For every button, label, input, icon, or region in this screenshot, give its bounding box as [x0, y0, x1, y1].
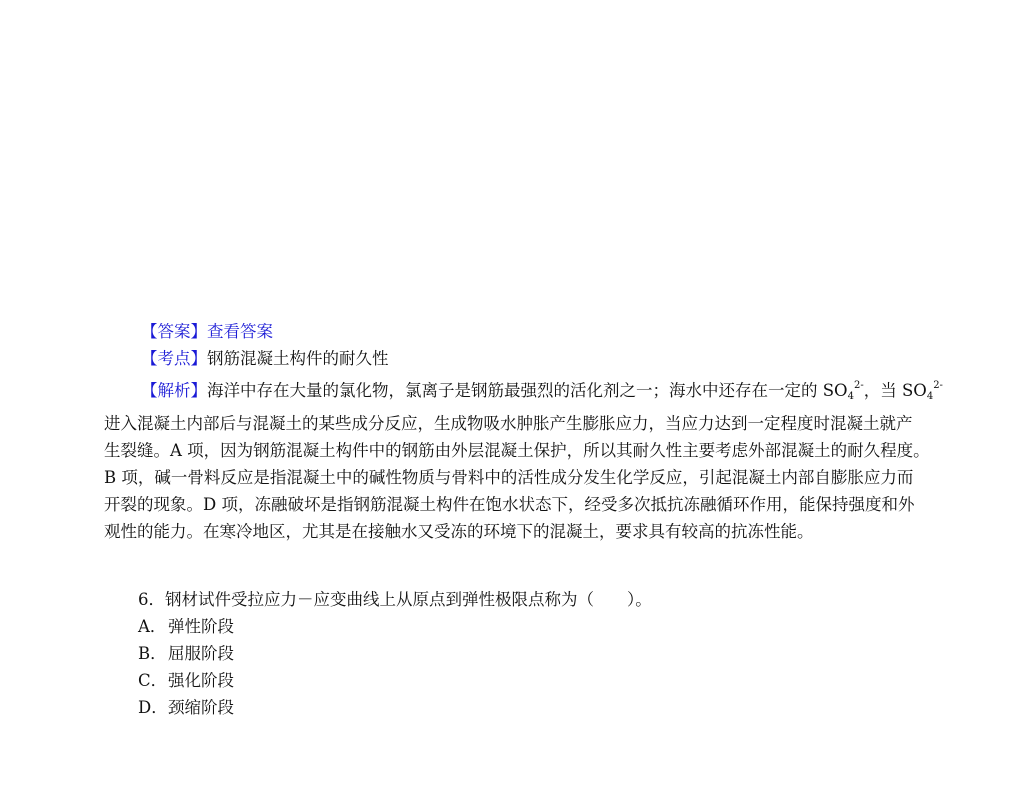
option-text: 屈服阶段 — [168, 644, 234, 663]
analysis-line-4: B 项，碱一骨料反应是指混凝土中的碱性物质与骨料中的活性成分发生化学反应，引起混凝土内部自膨胀应力而 — [104, 468, 914, 487]
question-stem: 6．钢材试件受拉应力－应变曲线上从原点到弹性极限点称为（ ）。 — [138, 590, 652, 609]
answer-tag: 【答案】 — [141, 322, 207, 341]
analysis-line-1 — [104, 372, 980, 410]
option-letter: C． — [138, 671, 168, 690]
option-c[interactable] — [138, 667, 652, 694]
analysis-tag: 【解析】 — [141, 381, 207, 400]
analysis-paragraph — [104, 372, 980, 545]
analysis-text-1b: ，当 — [863, 381, 897, 400]
option-b[interactable] — [138, 640, 652, 667]
analysis-line-3: 生裂缝。A 项，因为钢筋混凝土构件中的钢筋由外层混凝土保护，所以其耐久性主要考虑外部混凝土的耐久程度。 — [104, 441, 930, 460]
option-text: 弹性阶段 — [168, 617, 234, 636]
question-block — [138, 586, 652, 721]
view-answer-link[interactable]: 查看答案 — [207, 322, 273, 341]
option-text: 颈缩阶段 — [168, 698, 234, 717]
answer-row — [141, 318, 273, 345]
option-letter: D． — [138, 698, 168, 717]
option-d[interactable] — [138, 694, 652, 721]
option-letter: A． — [138, 617, 167, 636]
topic-tag: 【考点】 — [141, 349, 207, 368]
analysis-line-5: 开裂的现象。D 项，冻融破坏是指钢筋混凝土构件在饱水状态下，经受多次抵抗冻融循环作用，能保持强度和外 — [104, 495, 915, 514]
analysis-text-1a: 海洋中存在大量的氯化物，氯离子是钢筋最强烈的活化剂之一；海水中还存在一定的 — [207, 381, 818, 400]
analysis-line-6: 观性的能力。在寒冷地区，尤其是在接触水又受冻的环境下的混凝土，要求具有较高的抗冻性能。 — [104, 522, 814, 541]
analysis-line-2: 进入混凝土内部后与混凝土的某些成分反应，生成物吸水肿胀产生膨胀应力，当应力达到一定程度时混凝土就产 — [104, 414, 913, 433]
option-a[interactable] — [138, 613, 652, 640]
topic-text: 钢筋混凝土构件的耐久性 — [207, 349, 389, 368]
option-letter: B． — [138, 644, 167, 663]
option-text: 强化阶段 — [168, 671, 234, 690]
sulfate-formula: $SO_4^{2-}$ — [822, 380, 864, 402]
sulfate-formula: $SO_4^{2-}$ — [901, 380, 943, 402]
topic-row — [141, 345, 389, 372]
